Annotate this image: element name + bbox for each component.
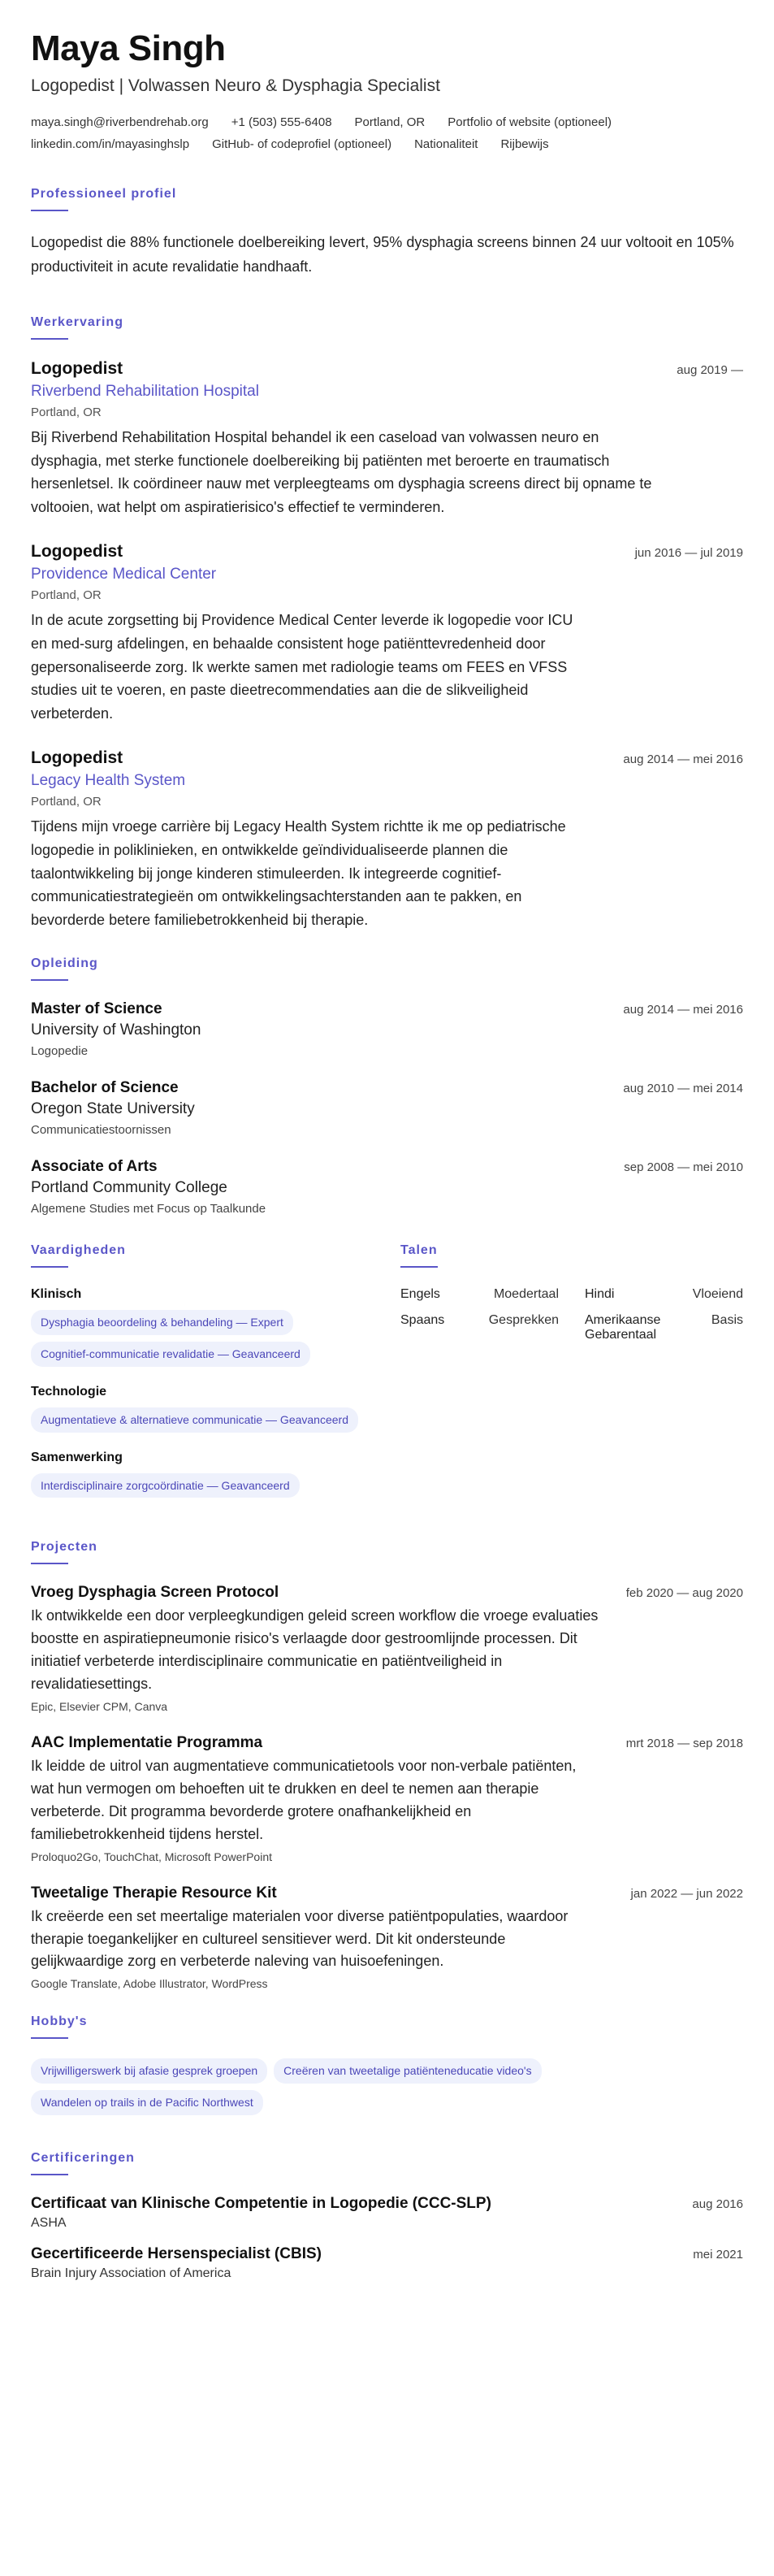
section-title: Talen (400, 1242, 438, 1257)
skill-chip: Cognitief-communicatie revalidatie — Geavanceerd (31, 1342, 310, 1367)
language-level: Moedertaal (493, 1286, 559, 1301)
projects-section (31, 1540, 743, 1990)
skill-group (31, 1287, 368, 1367)
resume-header (31, 29, 743, 151)
skills-column (31, 1243, 368, 1516)
candidate-name: Maya Singh (31, 28, 226, 68)
project-date: feb 2020 — aug 2020 (625, 1586, 743, 1601)
section-divider (31, 210, 68, 211)
language-name: Amerikaanse Gebarentaal (585, 1312, 661, 1342)
project-description: Ik creëerde een set meertalige materialen voor diverse patiëntpopulaties, waardoor therapie toegankelijker en cultureel sensitiever werd. Dit kit ondersteunde gelijkwaardige zorg en verbeterde naleving van huisoefeningen. (31, 1907, 569, 1970)
project-title: Tweetalige Therapie Resource Kit (31, 1884, 277, 1902)
education-date: aug 2014 — mei 2016 (623, 1002, 743, 1017)
language-level: Gesprekken (488, 1312, 559, 1327)
section-title: Vaardigheden (31, 1242, 126, 1257)
job-description: Bij Riverbend Rehabilitation Hospital behandel ik een caseload van volwassen neuro en dysphagia, met sterke functionele doelbereiking bij patiënten met beroerte en traumatisch hersenletsel. Ik coördineer nauw met verpleegteams om dysphagia screens direct bij opname te voltooien, wat helpt om aspiratierisico's effectief te verminderen. (31, 428, 652, 516)
job-title: Logopedist (31, 748, 123, 767)
skill-chip: Dysphagia beoordeling & behandeling — Expert (31, 1310, 293, 1335)
job-location: Portland, OR (31, 794, 102, 809)
section-divider (400, 1266, 438, 1268)
candidate-headline: Logopedist | Volwassen Neuro & Dysphagia Specialist (31, 76, 440, 96)
section-divider (31, 979, 68, 981)
job-date: jun 2016 — jul 2019 (634, 545, 743, 560)
language-name: Engels (400, 1286, 440, 1301)
certification-title: Gecertificeerde Hersenspecialist (CBIS) (31, 2245, 322, 2263)
project-title: AAC Implementatie Programma (31, 1734, 263, 1752)
project-entry (31, 1884, 743, 1991)
education-section (31, 956, 743, 1216)
experience-section (31, 315, 743, 932)
language-name: Spaans (400, 1312, 445, 1327)
job-location: Portland, OR (31, 405, 102, 419)
education-school: Portland Community College (31, 1178, 227, 1196)
certification-issuer: ASHA (31, 2216, 67, 2231)
hobby-chip: Wandelen op trails in de Pacific Northwest (31, 2090, 263, 2115)
education-date: aug 2010 — mei 2014 (623, 1081, 743, 1095)
project-date: jan 2022 — jun 2022 (630, 1886, 743, 1901)
project-tools: Google Translate, Adobe Illustrator, WordPress (31, 1977, 268, 1991)
section-divider (31, 1563, 68, 1564)
project-entry (31, 1734, 743, 1863)
job-company: Riverbend Rehabilitation Hospital (31, 382, 259, 400)
section-title: Werkervaring (31, 314, 123, 329)
section-title: Opleiding (31, 956, 98, 970)
education-field: Communicatiestoornissen (31, 1122, 171, 1137)
certification-date: mei 2021 (693, 2248, 743, 2262)
section-divider (31, 338, 68, 340)
education-field: Logopedie (31, 1043, 89, 1058)
job-company: Providence Medical Center (31, 565, 217, 583)
certification-issuer: Brain Injury Association of America (31, 2266, 231, 2281)
education-school: University of Washington (31, 1021, 201, 1039)
contact-email[interactable]: maya.singh@riverbendrehab.org (31, 115, 209, 130)
job-company: Legacy Health System (31, 771, 186, 789)
education-entry (31, 1000, 743, 1058)
certification-entry (31, 2245, 743, 2281)
contact-nationality: Nationaliteit (414, 137, 478, 152)
section-title: Hobby's (31, 2014, 88, 2029)
job-title: Logopedist (31, 541, 123, 561)
contact-github[interactable]: GitHub- of codeprofiel (optioneel) (212, 137, 392, 152)
job-description: Tijdens mijn vroege carrière bij Legacy Health System richtte ik me op pediatrische logopedie in poliklinieken, en ontwikkelde geïndividualiseerde plannen die taalontwikkeling bij jonge kinderen stimuleerden. Ik integreerde cognitief-communicatiestrategieën om ontwikkelingsachterstanden aan te pakken, en bevorderde betere familiebetrokkenheid bij therapie. (31, 817, 566, 929)
education-degree: Bachelor of Science (31, 1078, 179, 1096)
certifications-section (31, 2151, 743, 2281)
hobbies-section (31, 2014, 743, 2115)
language-item (400, 1313, 559, 1342)
profile-summary: Logopedist die 88% functionele doelbereiking levert, 95% dysphagia screens binnen 24 uur voltooit en 105% productiviteit in acute revalidatie handhaaft. (31, 234, 734, 275)
job-title: Logopedist (31, 358, 123, 378)
certification-title: Certificaat van Klinische Competentie in Logopedie (CCC-SLP) (31, 2195, 491, 2213)
job-description: In de acute zorgsetting bij Providence Medical Center leverde ik logopedie voor ICU en med-surg afdelingen, en behaalde consistent hoge patiënttevredenheid door gepersonaliseerde zorg. Ik werkte samen met radiologie teams om FEES en VFSS studies uit te voeren, en paste dieetrecommendaties aan die de slikveiligheid verbeterden. (31, 611, 573, 722)
skills-languages-section (31, 1243, 743, 1516)
contact-location: Portland, OR (354, 115, 426, 130)
skill-category: Samenwerking (31, 1450, 123, 1464)
project-tools: Epic, Elsevier CPM, Canva (31, 1700, 168, 1714)
section-divider (31, 2174, 68, 2175)
profile-section (31, 187, 743, 279)
hobby-chip: Vrijwilligerswerk bij afasie gesprek groepen (31, 2058, 267, 2084)
project-description: Ik ontwikkelde een door verpleegkundigen geleid screen workflow die vroege evaluaties boostte en aspiratiepneumonie risico's verlaagde door gestroomlijnde processen. Dit initiatief verbeterde interdisciplinaire communicatie en patiëntveiligheid in revalidatiesettings. (31, 1607, 599, 1693)
language-item (585, 1313, 743, 1342)
skill-category: Klinisch (31, 1286, 82, 1301)
section-divider (31, 1266, 68, 1268)
skill-chip: Interdisciplinaire zorgcoördinatie — Geavanceerd (31, 1473, 300, 1498)
skill-category: Technologie (31, 1384, 107, 1399)
job-date: aug 2019 — (677, 362, 743, 377)
job-date: aug 2014 — mei 2016 (623, 752, 743, 766)
contact-phone[interactable]: +1 (503) 555-6408 (231, 115, 332, 130)
certification-date: aug 2016 (692, 2197, 743, 2212)
education-degree: Master of Science (31, 1000, 162, 1017)
language-name: Hindi (585, 1286, 615, 1301)
languages-column (400, 1243, 743, 1516)
section-title: Projecten (31, 1540, 97, 1555)
section-title: Professioneel profiel (31, 187, 177, 202)
education-date: sep 2008 — mei 2010 (624, 1160, 743, 1174)
project-tools: Proloquo2Go, TouchChat, Microsoft PowerPoint (31, 1850, 273, 1863)
language-level: Basis (711, 1312, 743, 1327)
education-field: Algemene Studies met Focus op Taalkunde (31, 1201, 266, 1216)
project-description: Ik leidde de uitrol van augmentatieve communicatietools voor non-verbale patiënten, wat hun vermogen om behoeften uit te drukken en deel te nemen aan therapie verbeterde. Dit programma bevorderde grotere onafhankelijkheid en familiebetrokkenheid tijdens herstel. (31, 1758, 577, 1842)
skill-group (31, 1385, 368, 1433)
section-title: Certificeringen (31, 2151, 135, 2166)
contact-drivers-license: Rijbewijs (500, 137, 549, 152)
job-entry (31, 542, 743, 726)
project-title: Vroeg Dysphagia Screen Protocol (31, 1584, 279, 1602)
project-date: mrt 2018 — sep 2018 (625, 1737, 743, 1751)
language-item (585, 1287, 743, 1302)
contact-portfolio[interactable]: Portfolio of website (optioneel) (448, 115, 612, 130)
education-entry (31, 1079, 743, 1137)
job-entry (31, 359, 743, 519)
education-school: Oregon State University (31, 1099, 195, 1117)
contact-info (31, 115, 743, 151)
education-degree: Associate of Arts (31, 1157, 158, 1175)
skill-group (31, 1451, 368, 1498)
job-location: Portland, OR (31, 588, 102, 602)
contact-linkedin[interactable]: linkedin.com/in/mayasinghslp (31, 137, 190, 152)
language-item (400, 1287, 559, 1302)
job-entry (31, 748, 743, 932)
education-entry (31, 1158, 743, 1216)
section-divider (31, 2037, 68, 2039)
certification-entry (31, 2195, 743, 2231)
hobby-chip: Creëren van tweetalige patiënteneducatie video's (274, 2058, 541, 2084)
language-level: Vloeiend (692, 1286, 743, 1301)
skill-chip: Augmentatieve & alternatieve communicatie — Geavanceerd (31, 1407, 358, 1433)
project-entry (31, 1584, 743, 1713)
